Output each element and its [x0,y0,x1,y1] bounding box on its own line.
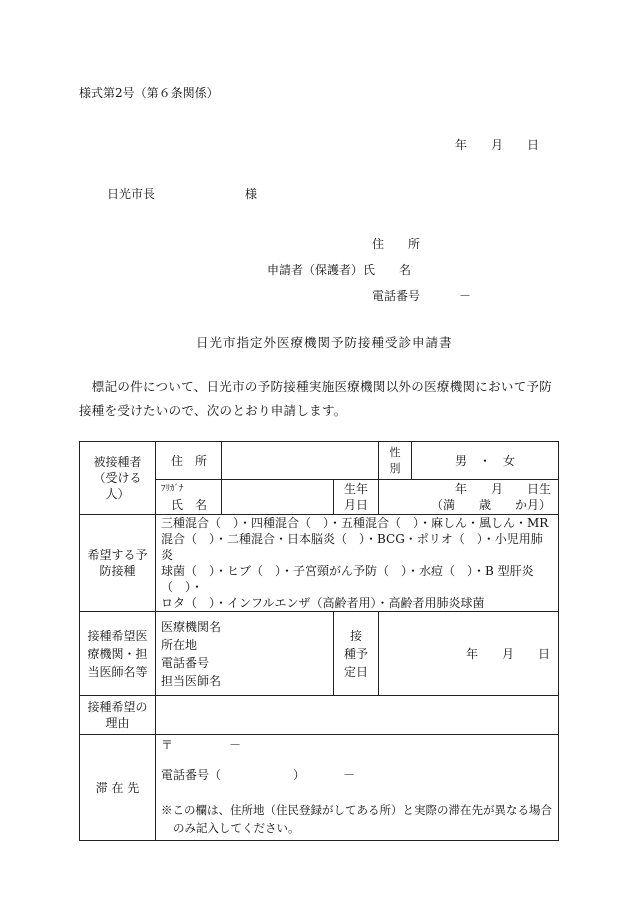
addressee-honorific: 様 [245,187,258,201]
name-input[interactable] [222,480,334,515]
vaccine-options[interactable] [156,515,559,612]
applicant-phone-label: 電話番号 [372,289,421,303]
recipient-label: 被接種者（受ける人） [80,442,156,515]
vaccine-line: 球菌（ ）・ヒブ（ ）・子宮頸がん予防（ ）・水痘（ ）・B 型肝炎（ ）・ [161,564,534,594]
document-title: 日光市指定外医療機関予防接種受診申請書 [196,335,453,350]
applicant-phone-dash: － [459,289,472,303]
vaccine-line: ロタ（ ）・インフルエンザ（高齢者用）・高齢者用肺炎球菌 [161,596,485,610]
sex-label: 性 別 [379,442,412,480]
vaccine-label: 希望する予防接種 [80,515,156,612]
stay-phone-dash: － [343,768,356,782]
applicant-address-label: 住 所 [372,237,421,251]
form-number: 様式第2号（第６条関係） [79,86,219,100]
intro-text: 標記の件について、日光市の予防接種実施医療機関以外の医療機関において予防接種を受けたいので、次のとおり申請します。 [79,379,553,418]
stay-phone: 電話番号（ ） [161,768,306,782]
postal-dash: － [229,738,242,752]
reason-input[interactable] [156,696,559,735]
scheduled-label: 接 種予定日 [334,612,379,696]
kana-label: ﾌﾘｶﾞﾅ [161,484,184,494]
institution-doctor-label: 担当医師名 [161,673,222,688]
name-label-cell [156,480,222,515]
institution-address-label: 所在地 [161,637,198,652]
institution-phone-label: 電話番号 [161,655,210,670]
date-line: 年 月 日 [455,138,540,152]
stay-label: 滞 在 先 [80,735,156,841]
birth-label: 生年月日 [334,480,379,515]
address-input[interactable] [222,442,379,480]
age-value: （満 歳 か月） [431,498,552,512]
birth-value: 年 月 日生 [455,482,552,496]
applicant-role-label: 申請者（保護者）氏 名 [267,263,412,277]
name-label: 氏 名 [171,498,208,512]
application-table [79,441,559,841]
postal-mark: 〒 [161,738,174,752]
reason-label: 接種希望の理由 [80,696,156,735]
addressee: 日光市長 [107,187,156,201]
birth-date-input[interactable] [379,480,559,515]
vaccine-line: 混合（ ）・二種混合・日本脳炎（ ）・BCG・ポリオ（ ）・小児用肺炎 [161,532,543,562]
institution-name-label: 医療機関名 [161,619,222,634]
institution-fields[interactable] [156,612,334,696]
address-label: 住 所 [156,442,222,480]
scheduled-date-input[interactable]: 年 月 日 [379,612,559,696]
sex-options[interactable]: 男 ・ 女 [412,442,559,480]
institution-label: 接種希望医療機関・担当医師名等 [80,612,156,696]
stay-note: ※この欄は、住所地（住民登録がしてある所）と実際の滞在先が異なる場合のみ記入してください。 [161,803,552,835]
vaccine-line: 三種混合（ ）・四種混合（ ）・五種混合（ ）・麻しん・風しん・MR [161,516,549,530]
stay-fields[interactable] [156,735,559,841]
